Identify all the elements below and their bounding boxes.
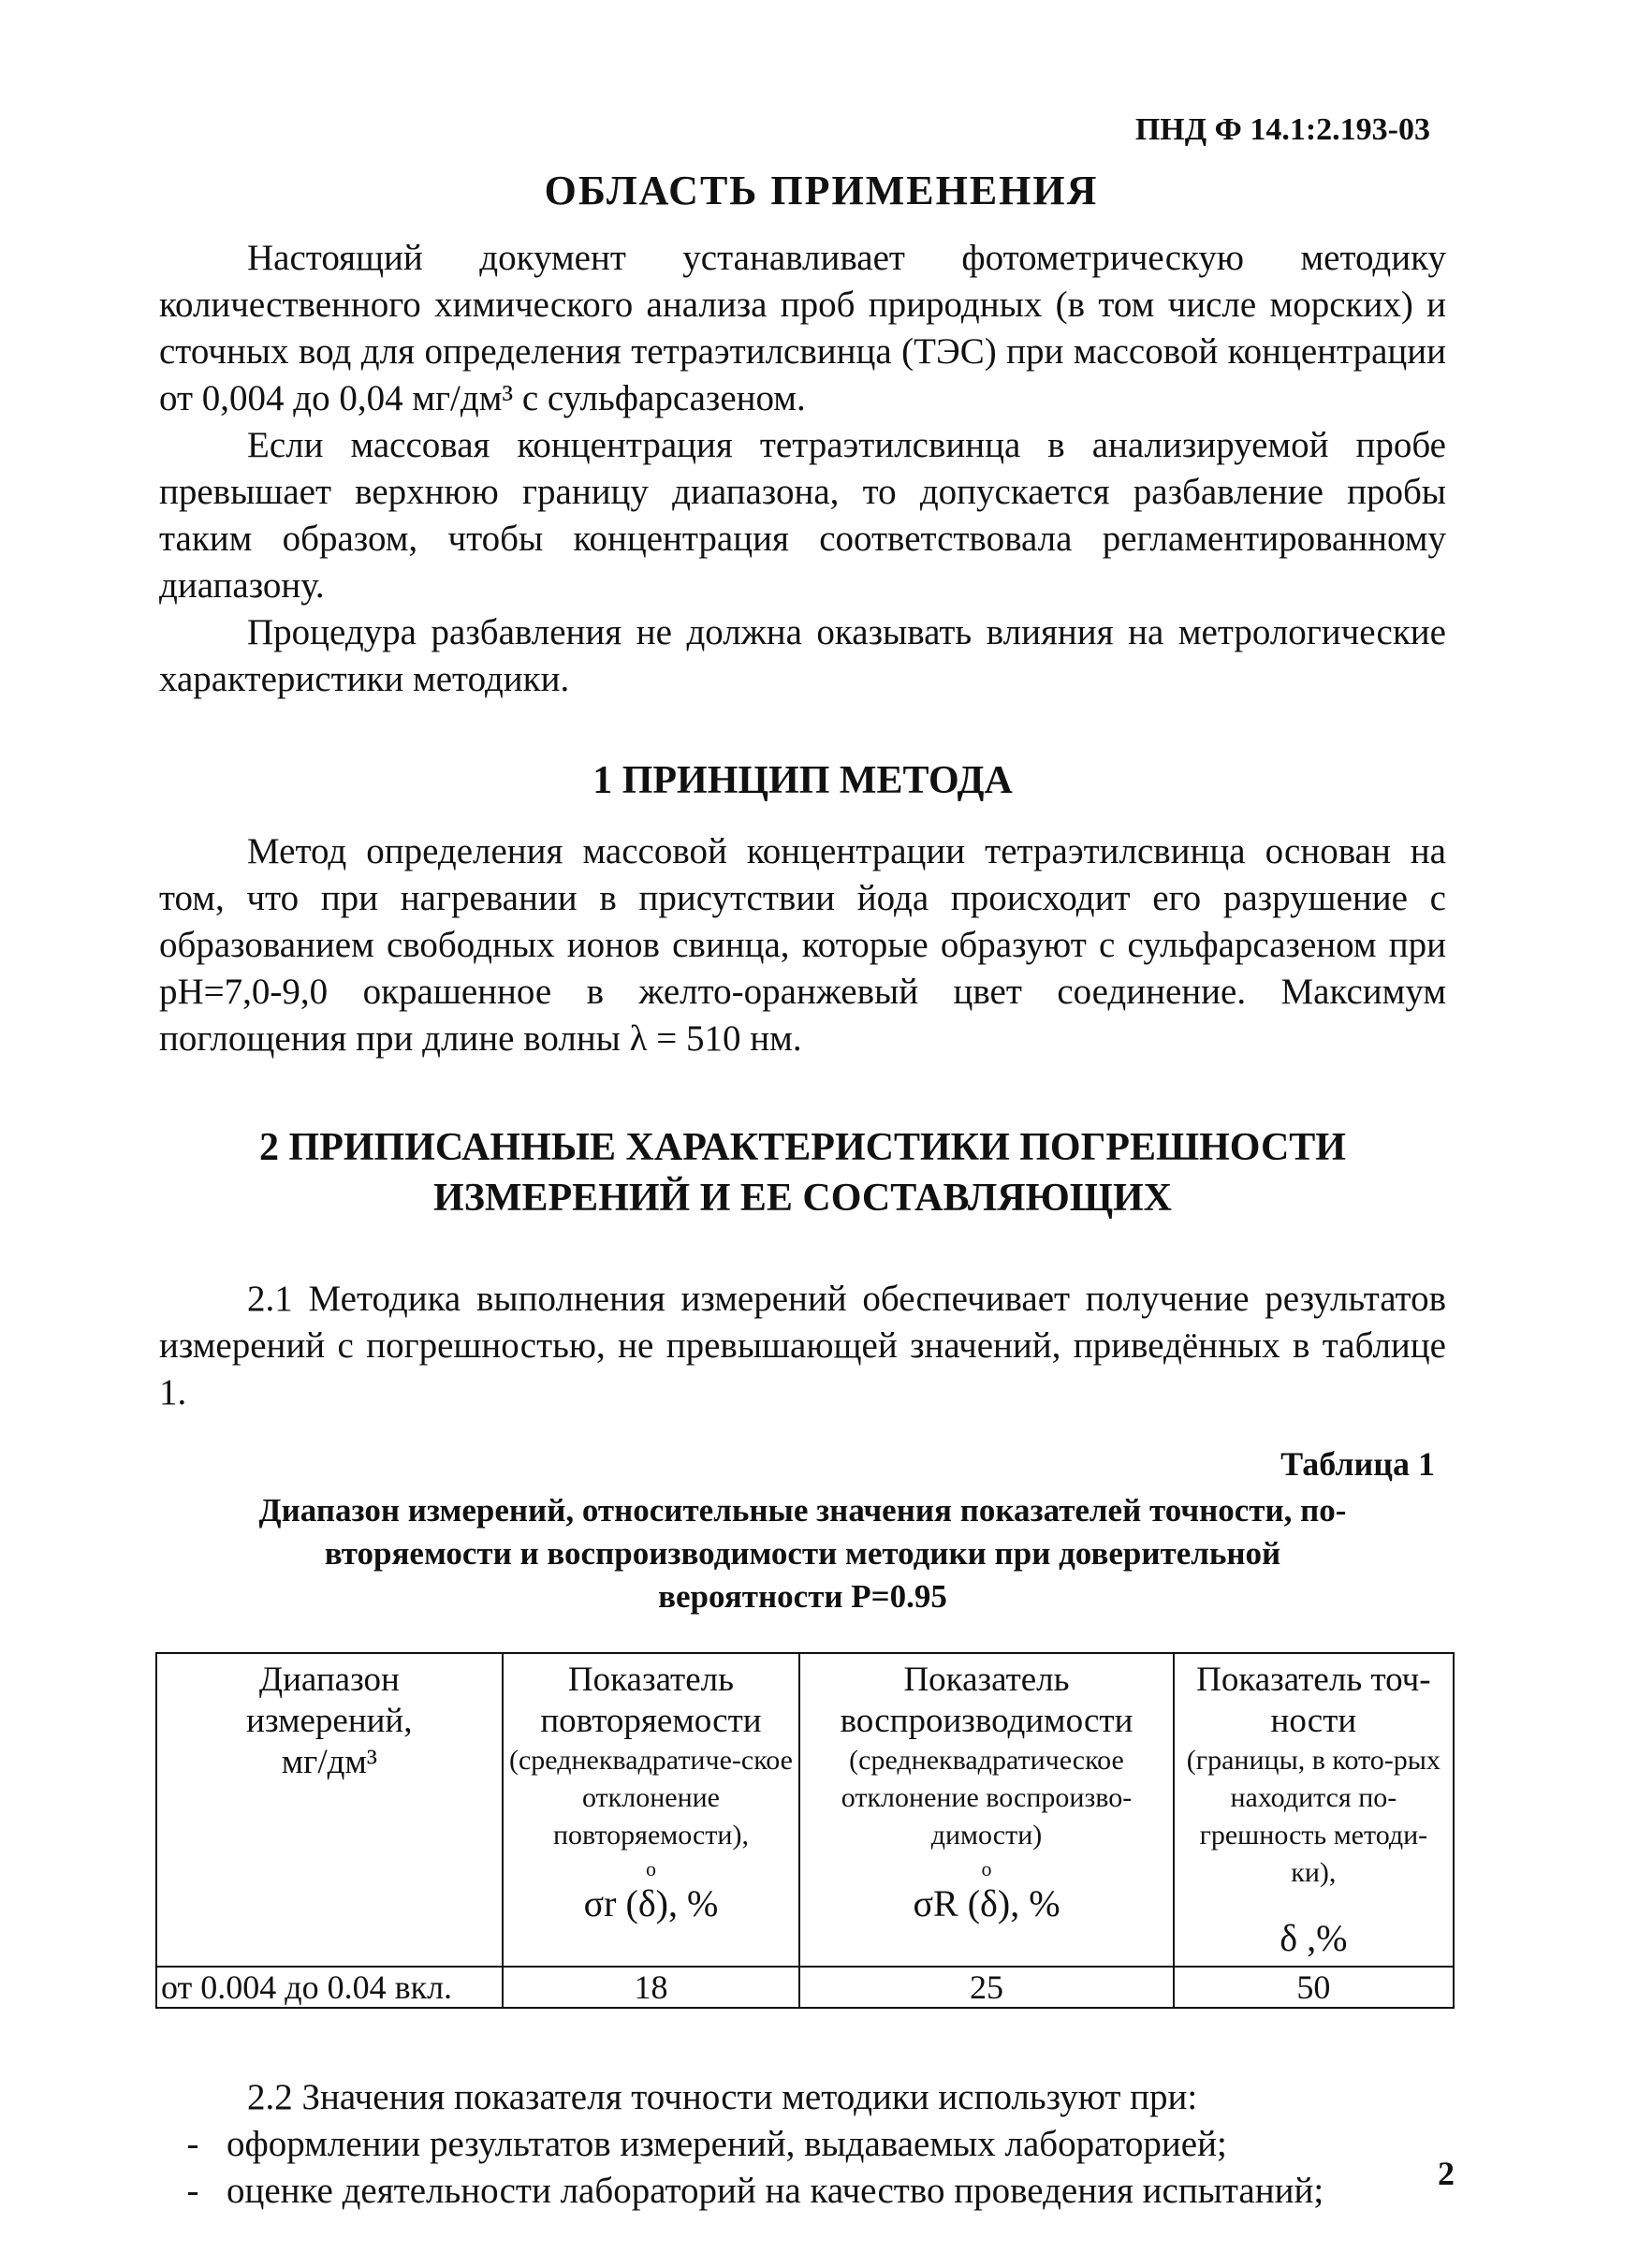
table-cell-accuracy: 50 xyxy=(1174,1967,1454,2008)
list-item: - оформлении результатов измерений, выдаваемых лабораторией; xyxy=(159,2121,1446,2168)
page-number: 2 xyxy=(1438,2155,1455,2192)
table-cell-reproducibility: 25 xyxy=(799,1967,1173,2008)
section-2-paragraph-1: 2.1 Методика выполнения измерений обеспечивает получение результатов измерений с погрешностью, не превышающей значений, приведённых в таблице 1. xyxy=(159,1279,1446,1412)
page-content xyxy=(159,167,1446,2215)
table-cell-repeatability: 18 xyxy=(503,1967,800,2008)
table-header-accuracy: Показатель точ- ности (границы, в кото-рых находится по-грешность методи-ки), δ ,% xyxy=(1174,1653,1454,1967)
table-caption-line-1: Диапазон измерений, относительные значения показателей точности, по- xyxy=(258,1492,1347,1529)
table-header-repeatability: Показатель повторяемости (среднеквадратиче-ское отклонение повторяемости), о σr (δ), % xyxy=(503,1653,800,1967)
table-label: Таблица 1 xyxy=(1280,1445,1435,1483)
document-code: ПНД Ф 14.1:2.193-03 xyxy=(1134,112,1430,147)
scope-title: ОБЛАСТЬ ПРИМЕНЕНИЯ xyxy=(544,168,1099,213)
list-item: - оценке деятельности лабораторий на качество проведения испытаний; xyxy=(159,2168,1446,2215)
table-caption-line-3: вероятности P=0.95 xyxy=(658,1578,947,1615)
section-1-paragraph: Метод определения массовой концентрации тетраэтилсвинца основан на том, что при нагревании в присутствии йода происходит его разрушение с образованием свободных ионов свинца, которые образуют с сульфарсазеном при pH=7,0-9,0 окрашенное в желто-оранжевый цвет соединение. Максимум поглощения при длине волны λ = 510 нм. xyxy=(159,831,1446,1059)
table-caption-line-2: вторяемости и воспроизводимости методики при доверительной xyxy=(324,1535,1281,1572)
section-2-title-line-2: ИЗМЕРЕНИЙ И ЕЕ СОСТАВЛЯЮЩИХ xyxy=(433,1177,1172,1220)
section-1-title: 1 ПРИНЦИП МЕТОДА xyxy=(592,759,1013,802)
scope-paragraph-2: Если массовая концентрация тетраэтилсвинца в анализируемой пробе превышает верхнюю границу диапазона, то допускается разбавление пробы таким образом, чтобы концентрация соответствовала регламентированному диапазону. xyxy=(159,425,1446,606)
usage-list xyxy=(159,2074,1446,2215)
list-item-text: оформлении результатов измерений, выдаваемых лабораторией; xyxy=(227,2124,1227,2164)
table-cell-range: от 0.004 до 0.04 вкл. xyxy=(156,1967,503,2008)
section-2-paragraph-2: 2.2 Значения показателя точности методики используют при: xyxy=(247,2077,1198,2117)
table-caption xyxy=(159,1489,1446,1618)
table-row xyxy=(156,1967,1454,2008)
section-2-title-line-1: 2 ПРИПИСАННЫЕ ХАРАКТЕРИСТИКИ ПОГРЕШНОСТИ xyxy=(259,1126,1346,1169)
table-header-range: Диапазон измерений, мг/дм³ xyxy=(156,1653,503,1967)
scope-paragraph-3: Процедура разбавления не должна оказывать влияния на метрологические характеристики методики. xyxy=(159,612,1446,699)
accuracy-table xyxy=(155,1652,1455,2009)
scope-paragraph-1: Настоящий документ устанавливает фотометрическую методику количественного химического анализа проб природных (в том числе морских) и сточных вод для определения тетраэтилсвинца (ТЭС) при массовой концентрации от 0,004 до 0,04 мг/дм³ с сульфарсазеном. xyxy=(159,238,1446,418)
table-header-row xyxy=(156,1653,1454,1967)
section-2-title xyxy=(159,1122,1446,1223)
list-item-text: оценке деятельности лабораторий на качество проведения испытаний; xyxy=(227,2171,1324,2211)
table-header-reproducibility: Показатель воспроизводимости (среднеквадратическое отклонение воспроизво-димости) о σR (δ), % xyxy=(799,1653,1173,1967)
